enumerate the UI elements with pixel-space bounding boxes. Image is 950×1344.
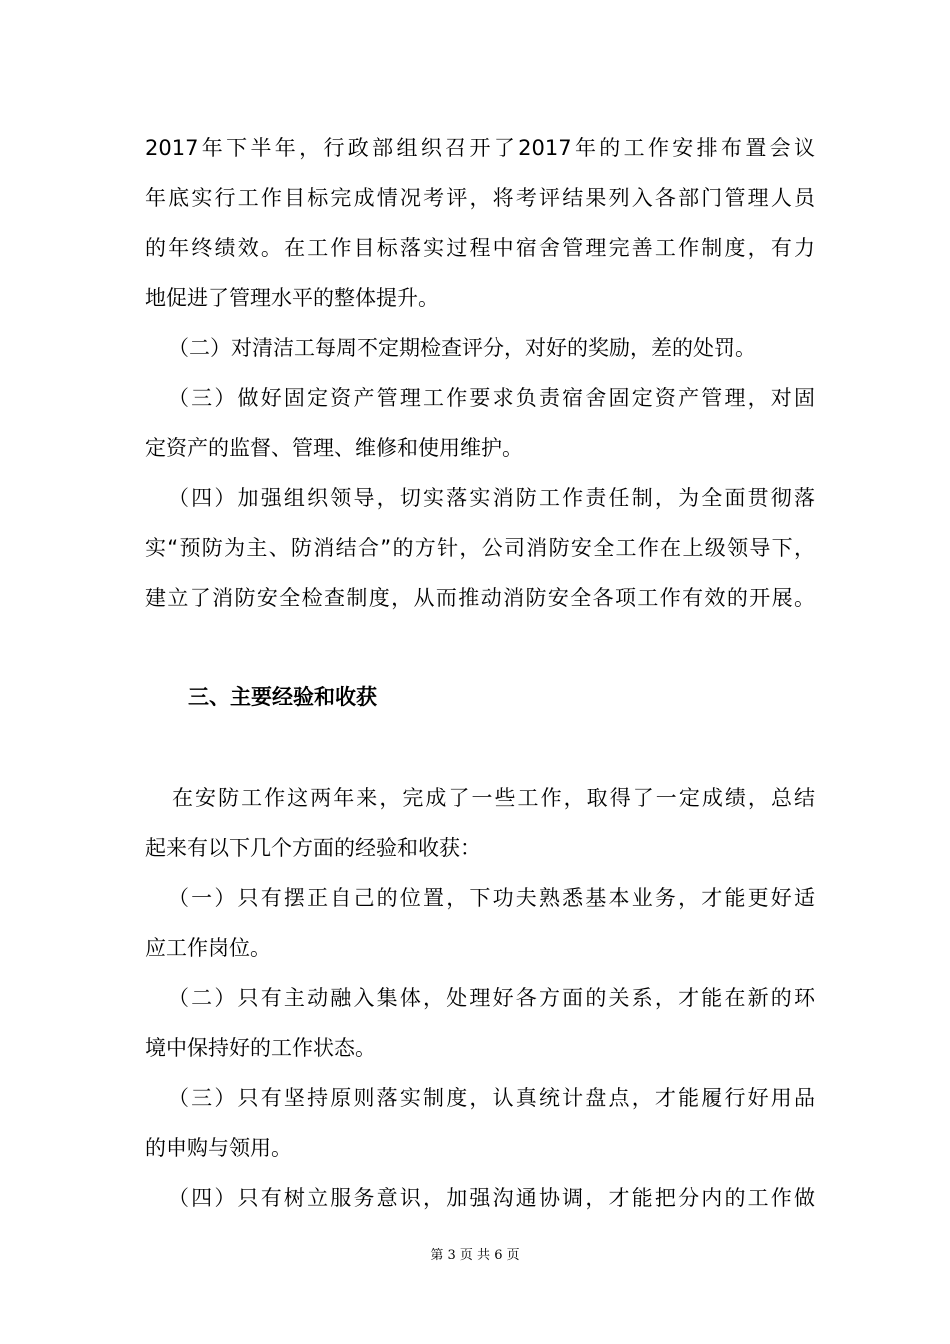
section-heading: 三、主要经验和收获	[188, 685, 377, 709]
paragraph-line: 在安防工作这两年来，完成了一些工作，取得了一定成绩，总结	[172, 786, 815, 810]
paragraph-line: （二）对清洁工每周不定期检查评分，对好的奖励，差的处罚。	[168, 336, 756, 360]
paragraph-line: 建立了消防安全检查制度，从而推动消防安全各项工作有效的开展。	[145, 586, 815, 610]
paragraph-line: （三）只有坚持原则落实制度，认真统计盘点，才能履行好用品	[168, 1086, 815, 1110]
page-number-footer: 第 3 页 共 6 页	[430, 1248, 520, 1263]
paragraph-line: （三）做好固定资产管理工作要求负责宿舍固定资产管理，对固	[168, 386, 815, 410]
paragraph-line: 实“预防为主、防消结合”的方针，公司消防安全工作在上级领导下，	[145, 536, 815, 560]
paragraph-line: 的申购与领用。	[145, 1136, 292, 1160]
paragraph-line: 2017年下半年，行政部组织召开了2017年的工作安排布置会议	[145, 136, 815, 160]
paragraph-line: 应工作岗位。	[145, 936, 271, 960]
paragraph-line: （四）加强组织领导，切实落实消防工作责任制，为全面贯彻落	[168, 486, 815, 510]
paragraph-line: 定资产的监督、管理、维修和使用维护。	[145, 436, 523, 460]
paragraph-line: 的年终绩效。在工作目标落实过程中宿舍管理完善工作制度，有力	[145, 236, 815, 260]
paragraph-line: （二）只有主动融入集体，处理好各方面的关系，才能在新的环	[168, 986, 815, 1010]
paragraph-line: （四）只有树立服务意识，加强沟通协调，才能把分内的工作做	[168, 1186, 815, 1210]
paragraph-line: 起来有以下几个方面的经验和收获：	[145, 836, 481, 860]
paragraph-line: 地促进了管理水平的整体提升。	[145, 286, 439, 310]
paragraph-line: （一）只有摆正自己的位置，下功夫熟悉基本业务，才能更好适	[168, 886, 815, 910]
paragraph-line: 境中保持好的工作状态。	[145, 1036, 376, 1060]
paragraph-line: 年底实行工作目标完成情况考评，将考评结果列入各部门管理人员	[145, 186, 815, 210]
